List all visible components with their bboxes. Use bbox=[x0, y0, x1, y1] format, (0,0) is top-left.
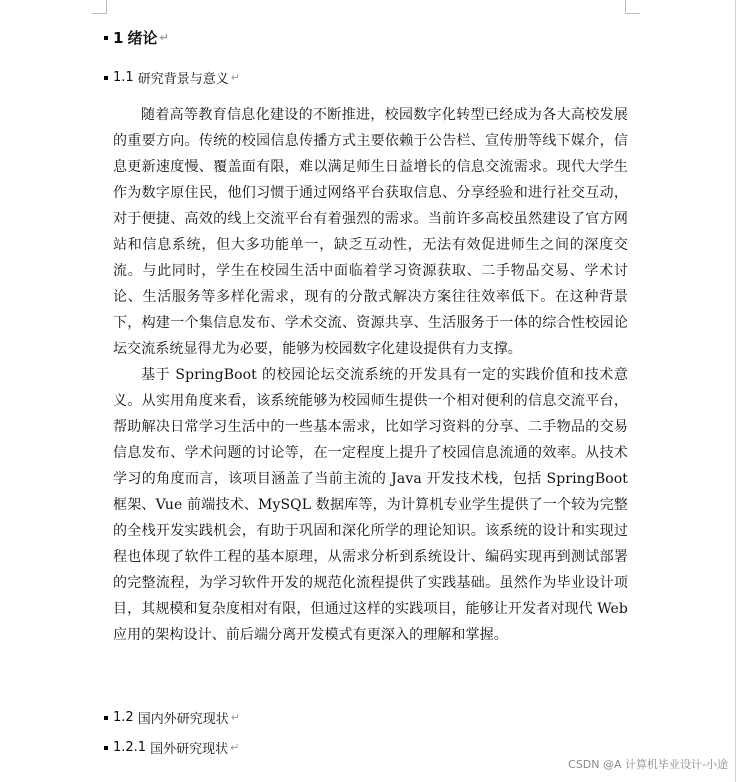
heading-title: 国外研究现状 bbox=[150, 742, 229, 757]
watermark: CSDN @A 计算机毕业设计-小途 bbox=[568, 758, 728, 771]
paragraph-2[interactable]: 基于 SpringBoot 的校园论坛交流系统的开发具有一定的实践价值和技术意义。从实用角度来看，该系统能够为校园师生提供一个相对便利的信息交流平台，帮助解决日常学习生活中的一些基本需求，比如学习资料的分享、二手物品的交易信息发布、学术问题的讨论等，在一定程度上提升了校园信息流通的效率。从技术学习的角度而言，该项目涵盖了当前主流的 Java 开发技术栈，包括 SpringBoot 框架、Vue 前端技术、MySQL 数据库等，为计算机专业学生提供了一个较为完整的全栈开发实践机会，有助于巩固和深化所学的理论知识。该系统的设计和实现过程也体现了软件工程的基本原理，从需求分析到系统设计、编码实现再到测试部署的完整流程，为学习软件开发的规范化流程提供了实践基础。虽然作为毕业设计项目，其规模和复杂度相对有限，但通过这样的实践项目，能够让开发者对现代 Web 应用的架构设计、前后端分离开发模式有更深入的理解和掌握。 bbox=[113, 367, 628, 643]
paragraph-mark-icon: ↵ bbox=[159, 31, 169, 44]
heading-title: 绪论 bbox=[127, 29, 158, 47]
paragraph-mark-icon: ↵ bbox=[230, 71, 240, 84]
paragraph-1[interactable]: 随着高等教育信息化建设的不断推进，校园数字化转型已经成为各大高校发展的重要方向。传统的校园信息传播方式主要依赖于公告栏、宣传册等线下媒介，信息更新速度慢、覆盖面有限，难以满足师生日益增长的信息交流需求。现代大学生作为数字原住民，他们习惯于通过网络平台获取信息、分享经验和进行社交互动，对于便捷、高效的线上交流平台有着强烈的需求。当前许多高校虽然建设了官方网站和信息系统，但大多功能单一，缺乏互动性，无法有效促进师生之间的深度交流。与此同时，学生在校园生活中面临着学习资源获取、二手物品交易、学术讨论、生活服务等多样化需求，现有的分散式解决方案往往效率低下。在这种背景下，构建一个集信息发布、学术交流、资源共享、生活服务于一体的综合性校园论坛交流系统显得尤为必要，能够为校园数字化建设提供有力支撑。 bbox=[113, 107, 628, 357]
list-bullet-icon bbox=[104, 36, 108, 40]
crop-mark-top-right bbox=[625, 0, 640, 14]
list-bullet-icon bbox=[104, 746, 108, 750]
heading-1-2[interactable] bbox=[104, 708, 240, 727]
heading-1[interactable] bbox=[104, 27, 169, 48]
paragraph-mark-icon: ↵ bbox=[230, 741, 240, 754]
paragraph-mark-icon: ↵ bbox=[230, 711, 240, 724]
heading-title: 研究背景与意义 bbox=[137, 72, 229, 87]
heading-number: 1.2.1 bbox=[113, 740, 147, 755]
list-bullet-icon bbox=[104, 76, 108, 80]
crop-mark-top-left bbox=[92, 0, 107, 14]
heading-number: 1.1 bbox=[113, 70, 134, 85]
heading-title: 国内外研究现状 bbox=[137, 712, 229, 727]
heading-1-1[interactable] bbox=[104, 68, 240, 87]
list-bullet-icon bbox=[104, 716, 108, 720]
heading-number: 1 bbox=[113, 28, 124, 47]
body-text[interactable] bbox=[113, 102, 628, 648]
heading-1-2-1[interactable] bbox=[104, 738, 239, 757]
heading-number: 1.2 bbox=[113, 710, 134, 725]
